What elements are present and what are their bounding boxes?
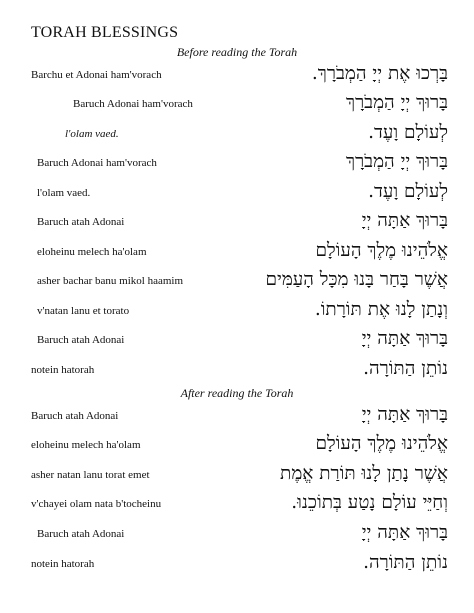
hebrew-text: בָּרוּךְ יְיָ הַמְבֹרָךְ [346, 92, 448, 113]
hebrew-text: אֲשֶׁר נָתַן לָנוּ תּוֹרַת אֱמֶת [280, 463, 448, 484]
hebrew-text: בָּרוּךְ אַתָּה יְיָ [361, 328, 448, 349]
hebrew-text: אֱלֹהֵינוּ מֶלֶךְ הָעוֹלָם [315, 240, 448, 261]
hebrew-text: וְנָתַן לָנוּ אֶת תּוֹרָתוֹ. [314, 299, 448, 320]
transliteration: Baruch atah Adonai [31, 410, 119, 422]
blessing-line [0, 552, 474, 586]
hebrew-text: אֱלֹהֵינוּ מֶלֶךְ הָעוֹלָם [315, 433, 448, 454]
hebrew-text: נוֹתֵן הַתּוֹרָה. [363, 358, 448, 379]
hebrew-text: בָּרוּךְ אַתָּה יְיָ [361, 210, 448, 231]
hebrew-text: בָּרְכוּ אֶת יְיָ הַמְבֹרָךְ. [311, 63, 448, 84]
transliteration: notein hatorah [31, 364, 95, 376]
page-title: TORAH BLESSINGS [31, 24, 179, 41]
section-heading-after: After reading the Torah [180, 386, 294, 400]
hebrew-text: בָּרוּךְ אַתָּה יְיָ [361, 404, 448, 425]
hebrew-text: לְעוֹלָם וָעֶד. [368, 122, 448, 143]
transliteration: Baruch atah Adonai [37, 216, 125, 228]
transliteration: l'olam vaed. [65, 128, 119, 140]
hebrew-text: וְחַיֵּי עוֹלָם נָטַע בְּתוֹכֵנוּ. [291, 492, 448, 513]
transliteration: asher bachar banu mikol haamim [37, 275, 184, 287]
transliteration: Baruch atah Adonai [37, 334, 125, 346]
hebrew-text: נוֹתֵן הַתּוֹרָה. [363, 552, 448, 573]
hebrew-text: בָּרוּךְ יְיָ הַמְבֹרָךְ [346, 151, 448, 172]
transliteration: eloheinu melech ha'olam [37, 246, 147, 258]
transliteration: v'chayei olam nata b'tocheinu [31, 498, 162, 510]
transliteration: Baruch Adonai ham'vorach [37, 157, 157, 169]
transliteration: asher natan lanu torat emet [31, 469, 150, 481]
transliteration: eloheinu melech ha'olam [31, 439, 141, 451]
section-heading-before: Before reading the Torah [176, 45, 298, 59]
transliteration: l'olam vaed. [37, 187, 91, 199]
transliteration: notein hatorah [31, 558, 95, 570]
hebrew-text: לְעוֹלָם וָעֶד. [368, 181, 448, 202]
hebrew-text: בָּרוּךְ אַתָּה יְיָ [361, 522, 448, 543]
transliteration: v'natan lanu et torato [37, 305, 130, 317]
hebrew-text: אֲשֶׁר בָּחַר בָּנוּ מִכָּל הָעַמִּים [265, 269, 448, 290]
transliteration: Baruch atah Adonai [37, 528, 125, 540]
transliteration: Baruch Adonai ham'vorach [73, 98, 193, 110]
transliteration: Barchu et Adonai ham'vorach [31, 69, 162, 81]
